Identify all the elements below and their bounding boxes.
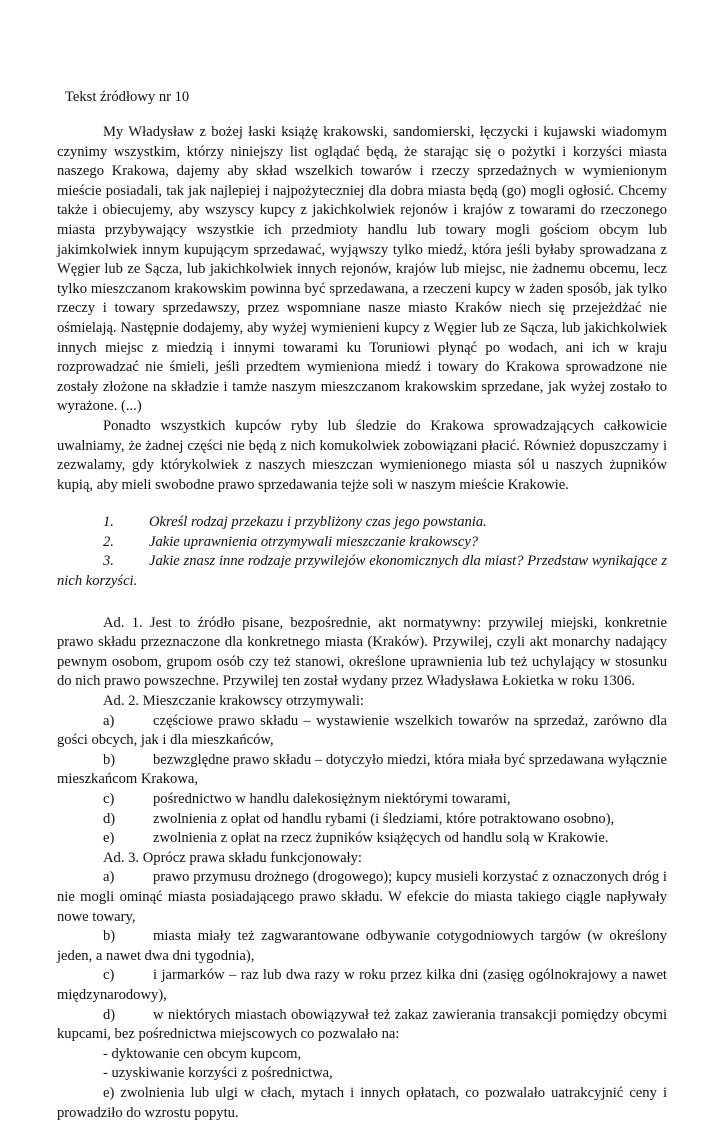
list-item bbox=[57, 712, 667, 751]
question-text: Określ rodzaj przekazu i przybliżony czas jego powstania. bbox=[149, 514, 487, 531]
list-item bbox=[57, 751, 667, 790]
list-label: d) bbox=[103, 810, 116, 827]
answers-section bbox=[57, 614, 667, 1123]
list-item bbox=[57, 927, 667, 966]
list-text: miasta miały też zagwarantowane odbywanie cotygodniowych targów (w określony jeden, a nawet dwa dni tygodnia), bbox=[57, 928, 667, 964]
question-text: Jakie uprawnienia otrzymywali mieszczanie krakowscy? bbox=[149, 533, 479, 550]
list-text: częściowe prawo składu – wystawienie wszelkich towarów na sprzedaż, zarówno dla gości obcych, jak i dla mieszkańców, bbox=[57, 712, 667, 749]
source-paragraph-1: My Władysław z bożej łaski książę krakowski, sandomierski, łęczycki i kujawski wiadomym czynimy wszystkim, którzy niniejszy list oglądać będą, że starając się o pożytki i korzyści miasta naszego Krakowa, dajemy aby skład wszelkich towarów i rzeczy sprzedażnych w wymienionym mieście posiadali, tak jak najlepiej i najpożyteczniej dla dobra miasta będą (go) mogli ogłosić. Chcemy także i obiecujemy, aby wszyscy kupcy z jakichkolwiek rejonów i krajów z towarami do rzeczonego miasta przybywający wszystkie ich przedmioty handlu lub towary mogli gościom obcym lub jakimkolwiek innym kupującym sprzedawać, wyjąwszy tylko miedź, która jeśli byłaby sprowadzana z Węgier lub ze Sącza, lub jakichkolwiek innych rejonów, krajów lub miejsc, nie żadnemu obcemu, lecz tylko mieszczanom krakowskim powinna być sprzedawana, a rzeczeni kupcy w żaden sposób, jak tylko rzeczy i towary sprzedawszy, przez wspomniane nasze miasto Kraków niech się przejeżdżać nie ośmielają. Następnie dodajemy, aby wyżej wymienieni kupcy z Węgier lub ze Sącza, lub jakichkolwiek innych miejsc z miedzią i innymi towarami ku Toruniowi płynąć po wodach, ani ich w kraju rozprowadzać nie śmieli, jeśli przedtem wymieniona miedź i towary do Krakowa sprowadzone nie zostały złożone na składzie i tamże naszym mieszczanom krakowskim sprzedane, jak wyżej zostało to wyrażone. (...) bbox=[57, 124, 667, 415]
list-label: d) bbox=[103, 1006, 116, 1023]
dash-item: - dyktowanie cen obcym kupcom, bbox=[103, 1045, 302, 1062]
dash-item: - uzyskiwanie korzyści z pośrednictwa, bbox=[103, 1065, 333, 1082]
question-item bbox=[57, 513, 667, 533]
question-text: Jakie znasz inne rodzaje przywilejów ekonomicznych dla miast? Przedstaw wynikające z nich korzyści. bbox=[57, 553, 667, 590]
answer-3-intro: Ad. 3. Oprócz prawa składu funkcjonowały: bbox=[103, 849, 362, 866]
question-number: 2. bbox=[103, 533, 114, 550]
list-item-e: e) zwolnienia lub ulgi w cłach, mytach i innych opłatach, co pozwalało uatrakcyjnić ceny i prowadziło do wzrostu popytu. bbox=[57, 1084, 667, 1121]
list-item bbox=[57, 868, 667, 927]
list-text: prawo przymusu drożnego (drogowego); kupcy musieli korzystać z oznaczonych dróg i nie mogli ominąć miasta posiadającego prawo składu. W efekcie do miasta takiego ciągle napływały nowe towary, bbox=[57, 869, 667, 925]
list-label: a) bbox=[103, 712, 115, 729]
list-item bbox=[57, 790, 667, 810]
list-text: zwolnienia z opłat na rzecz żupników książęcych od handlu solą w Krakowie. bbox=[153, 830, 609, 847]
list-item bbox=[57, 810, 667, 830]
list-label: e) bbox=[103, 830, 115, 847]
answer-3-list bbox=[57, 868, 667, 1123]
list-text: bezwzględne prawo składu – dotyczyło miedzi, która miała być sprzedawana wyłącznie mieszkańcom Krakowa, bbox=[57, 751, 667, 788]
question-item bbox=[57, 533, 667, 553]
document-title: Tekst źródłowy nr 10 bbox=[65, 89, 190, 105]
question-number: 1. bbox=[103, 514, 114, 531]
list-item bbox=[57, 1006, 667, 1045]
document-page bbox=[57, 88, 667, 1123]
list-label: c) bbox=[103, 791, 115, 807]
source-paragraph-2: Ponadto wszystkich kupców ryby lub śledzie do Krakowa sprowadzających całkowicie uwalniamy, że żadnej części nie będą z nich komukolwiek zobowiązani płacić. Również dopuszczamy i zezwalamy, gdy którykolwiek z naszych mieszczan wymienionego miasta sól u naszych żupników kupią, aby mieli swobodne prawo sprzedawania tejże soli w naszym mieście Krakowie. bbox=[57, 417, 667, 493]
questions-list bbox=[57, 513, 667, 591]
list-text: i jarmarków – raz lub dwa razy w roku przez kilka dni (zasięg ogólnokrajowy a nawet międzynarodowy), bbox=[57, 967, 667, 1003]
list-label: c) bbox=[103, 967, 115, 984]
list-text: w niektórych miastach obowiązywał też zakaz zawierania transakcji pomiędzy obcymi kupcami, bez pośrednictwa miejscowych co pozwalało na: bbox=[57, 1006, 667, 1043]
list-text: zwolnienia z opłat od handlu rybami (i śledziami, które potraktowano osobno), bbox=[153, 810, 615, 827]
answer-1: Ad. 1. Jest to źródło pisane, bezpośrednie, akt normatywny: przywilej miejski, konkretnie prawo składu przeznaczone dla konkretnego miasta (Kraków). Przywilej, czyli akt monarchy nadający pewnym osobom, grupom osób czy też stanowi, określone uprawnienia lub też uchylający w stosunku do nich prawo powszechne. Przywilej ten został wydany przez Władysława Łokietka w roku 1306. bbox=[57, 614, 667, 690]
list-text: pośrednictwo w handlu dalekosiężnym niektórymi towarami, bbox=[153, 791, 511, 807]
list-label: b) bbox=[103, 928, 116, 945]
list-label: a) bbox=[103, 869, 115, 886]
answer-2-intro: Ad. 2. Mieszczanie krakowscy otrzymywali: bbox=[103, 693, 364, 710]
list-item bbox=[57, 829, 667, 849]
list-label: b) bbox=[103, 751, 116, 768]
answer-2-list bbox=[57, 712, 667, 849]
list-item bbox=[57, 966, 667, 1005]
question-item bbox=[57, 552, 667, 591]
question-number: 3. bbox=[103, 553, 114, 570]
